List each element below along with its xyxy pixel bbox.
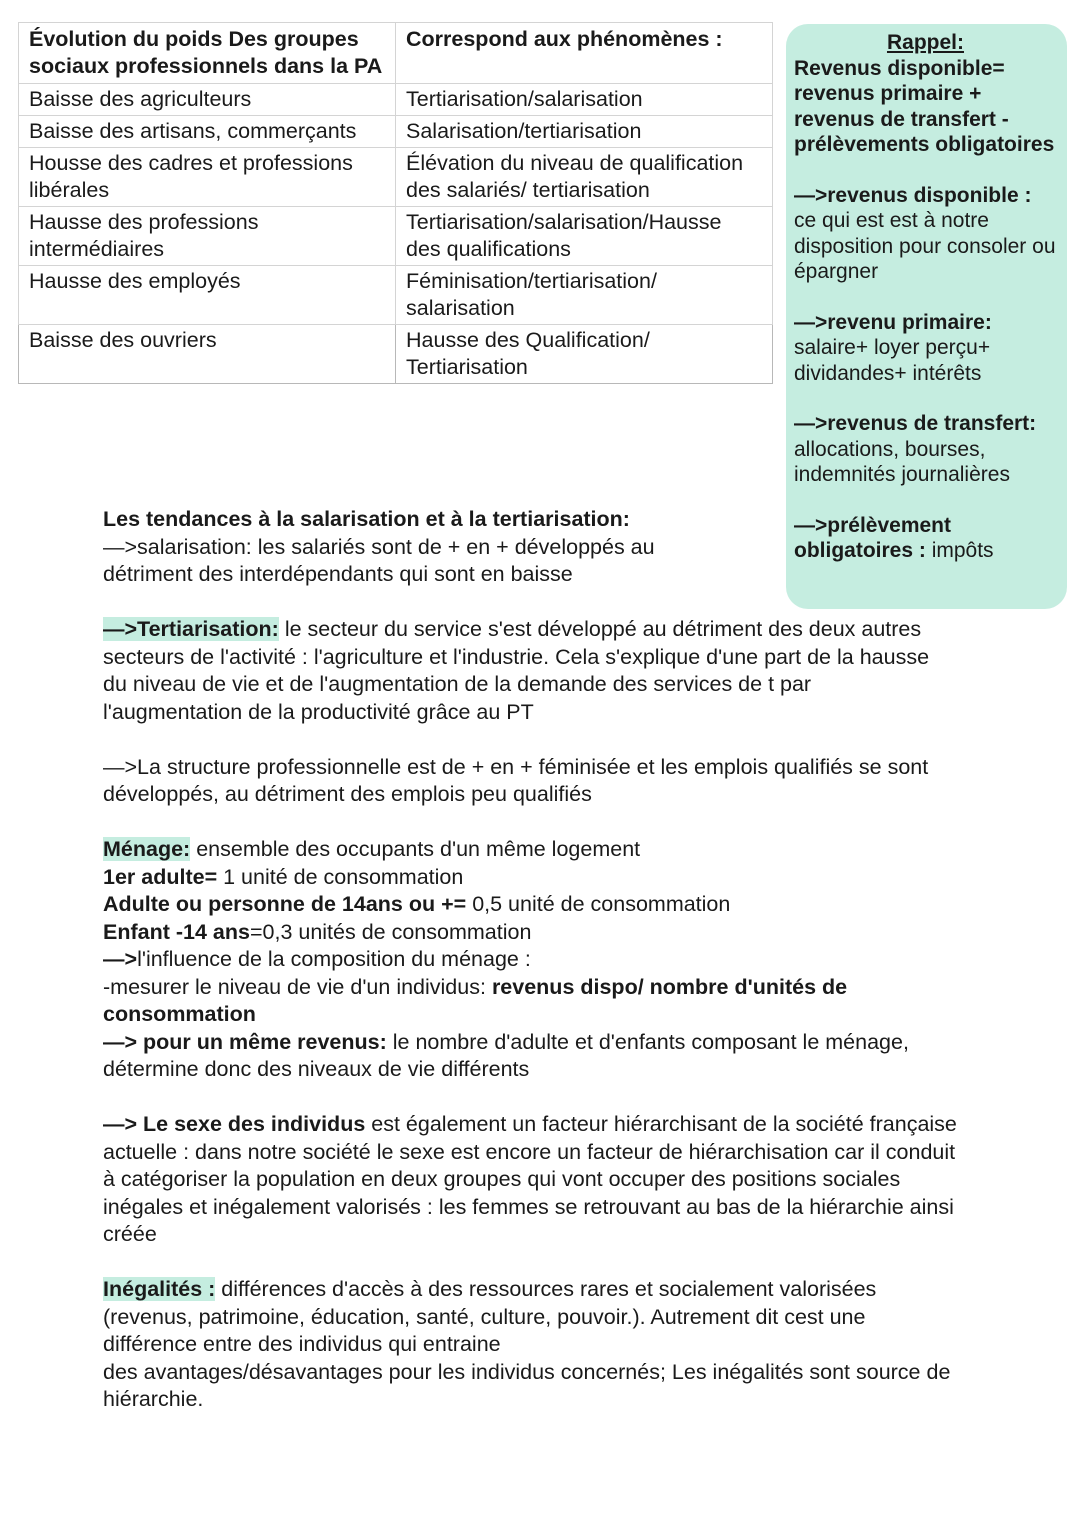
sexe-paragraph: —> Le sexe des individus est également un facteur hiérarchisant de la société française actuelle : dans notre société le sexe est encore un facteur de hiérarchisation car il conduit à catégoriser la population en deux groupes qui vont occuper des positions sociales inégales et inégalement valorisés : les femmes se retrouvant au bas de la hiérarchie ainsi créée — [103, 1112, 957, 1246]
meme-revenu-line: —> pour un même revenus: le nombre d'adulte et d'enfants composant le ménage, détermine donc des niveaux de vie différents — [103, 1029, 909, 1081]
table-cell-group: Baisse des agriculteurs — [19, 84, 396, 116]
table-cell-group: Hausse des employés — [19, 266, 396, 325]
table-cell-group: Hausse des professions intermédiaires — [19, 207, 396, 266]
inegalites-label: Inégalités : — [103, 1277, 216, 1301]
influence-line: —>l'influence de la composition du ménage : — [103, 947, 531, 971]
table-header-row — [19, 23, 773, 84]
table-row — [19, 207, 773, 266]
rappel-primaire: —>revenu primaire: salaire+ loyer perçu+ dividandes+ intérêts — [794, 310, 992, 385]
table-row — [19, 266, 773, 325]
table-cell-phenomenon: Féminisation/tertiarisation/ salarisation — [396, 266, 773, 325]
table-cell-phenomenon: Hausse des Qualification/ Tertiarisation — [396, 325, 773, 384]
notes-body — [103, 506, 983, 1414]
tertiarisation-label: —>Tertiarisation: — [103, 617, 279, 641]
rappel-title: Rappel: — [886, 31, 964, 54]
salarisation-title: Les tendances à la salarisation et à la tertiarisation: — [103, 507, 630, 531]
mesurer-line: -mesurer le niveau de vie d'un individus: revenus dispo/ nombre d'unités de consommation — [103, 974, 848, 1026]
inegalites-paragraph: Inégalités : différences d'accès à des ressources rares et socialement valorisées (revenus, patrimoine, éducation, santé, culture, pouvoir.). Autrement dit cest une différence entre des individus qui entraine des avantages/désavantages pour les individus concernés; Les inégalités sont source de hiérarchie. — [103, 1277, 951, 1411]
table-row — [19, 116, 773, 148]
uc-first-adult: 1er adulte= 1 unité de consommation — [103, 864, 464, 889]
rappel-formula: Revenus disponible= revenus primaire + revenus de transfert - prélèvements obligatoires — [794, 56, 1055, 156]
table-cell-group: Housse des cadres et professions libérales — [19, 148, 396, 207]
rappel-disponible: —>revenus disponible : ce qui est est à notre disposition pour consoler ou épargner — [794, 183, 1056, 283]
uc-adult-14: Adulte ou personne de 14ans ou += 0,5 unité de consommation — [103, 892, 731, 916]
table-cell-group: Baisse des artisans, commerçants — [19, 116, 396, 148]
table-row — [19, 84, 773, 116]
tertiarisation-paragraph: —>Tertiarisation: le secteur du service s'est développé au détriment des deux autres secteurs de l'activité : l'agriculture et l'industrie. Cela s'explique d'une part de la hausse du niveau de vie et de l'augmentation de la demande des services de t par l'augmentation de la productivité grâce au PT — [103, 617, 930, 724]
table-header-groups: Évolution du poids Des groupes sociaux professionnels dans la PA — [19, 23, 396, 84]
table-header-phenomena: Correspond aux phénomènes : — [396, 23, 773, 84]
structure-paragraph: —>La structure professionnelle est de + en + féminisée et les emplois qualifiés se sont développés, au détriment des emplois peu qualifiés — [103, 754, 929, 806]
table-cell-phenomenon: Tertiarisation/salarisation — [396, 84, 773, 116]
table-cell-phenomenon: Salarisation/tertiarisation — [396, 116, 773, 148]
table-row — [19, 148, 773, 207]
table-cell-group: Baisse des ouvriers — [19, 325, 396, 384]
table-cell-phenomenon: Élévation du niveau de qualification des salariés/ tertiarisation — [396, 148, 773, 207]
uc-child: Enfant -14 ans=0,3 unités de consommation — [103, 919, 532, 944]
groups-table — [18, 22, 773, 384]
menage-definition: Ménage: ensemble des occupants d'un même logement — [103, 837, 641, 861]
salarisation-text: —>salarisation: les salariés sont de + en + développés au détriment des interdépendants qui sont en baisse — [103, 534, 655, 586]
menage-label: Ménage: — [103, 837, 191, 861]
table-cell-phenomenon: Tertiarisation/salarisation/Hausse des qualifications — [396, 207, 773, 266]
table-row — [19, 325, 773, 384]
rappel-prelevement: —>prélèvement obligatoires : impôts — [794, 513, 994, 562]
rappel-transfert: —>revenus de transfert: allocations, bourses, indemnités journalières — [794, 412, 1037, 486]
